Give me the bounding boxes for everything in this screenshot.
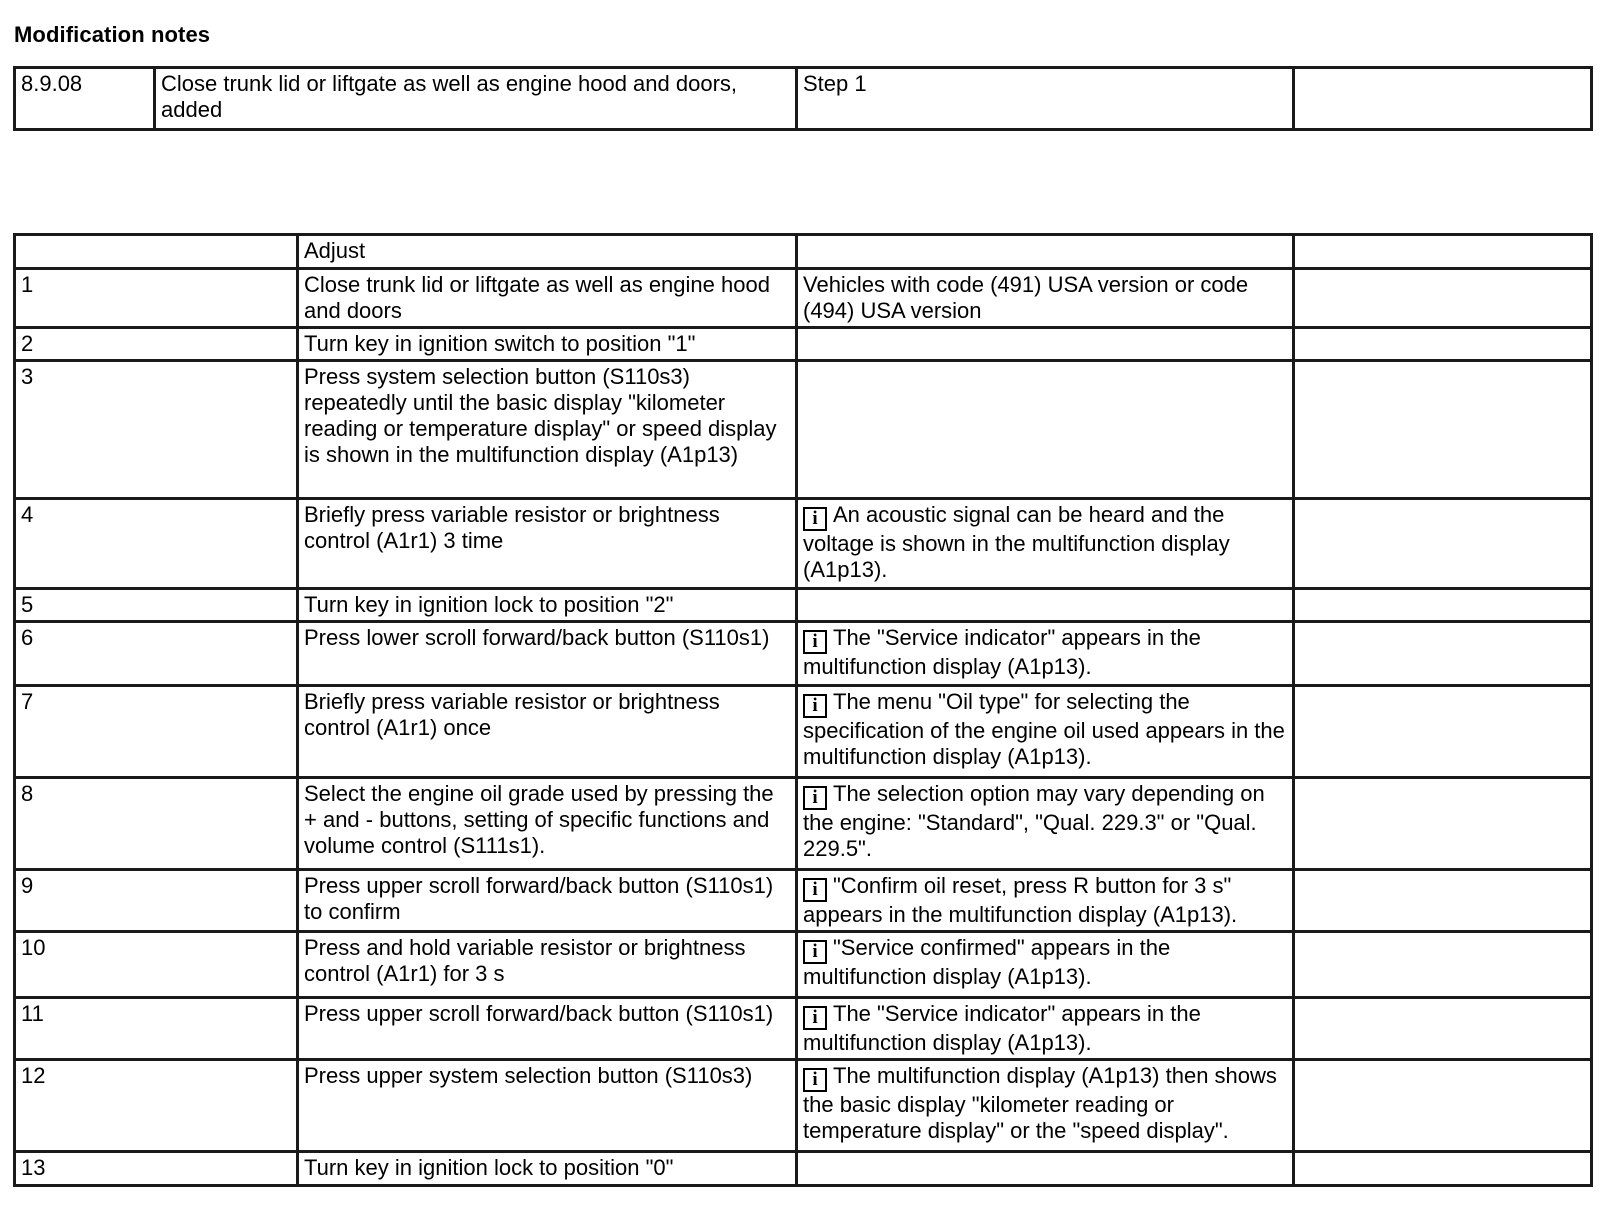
step-extra: [1294, 269, 1592, 328]
step-note-text: The selection option may vary depending on the engine: "Standard", "Qual. 229.3" or "Qual. 229.5".: [803, 781, 1265, 861]
info-icon: i: [803, 507, 827, 531]
step-note-text: Vehicles with code (491) USA version or code (494) USA version: [803, 272, 1249, 323]
step-action: Press lower scroll forward/back button (S110s1): [298, 622, 797, 686]
procedure-header-row: [15, 235, 1592, 269]
step-note: [797, 269, 1294, 328]
info-icon: i: [803, 694, 827, 718]
step-note-text: The "Service indicator" appears in the multifunction display (A1p13).: [803, 625, 1201, 679]
table-row: [15, 589, 1592, 622]
step-note-text: "Service confirmed" appears in the multifunction display (A1p13).: [803, 935, 1171, 989]
step-action: Briefly press variable resistor or brightness control (A1r1) 3 time: [298, 499, 797, 589]
step-number: 12: [15, 1060, 298, 1152]
step-action: Press upper scroll forward/back button (S110s1) to confirm: [298, 870, 797, 932]
step-action: Turn key in ignition lock to position "2": [298, 589, 797, 622]
step-action: Press upper scroll forward/back button (S110s1): [298, 998, 797, 1060]
step-note-text: The "Service indicator" appears in the multifunction display (A1p13).: [803, 1001, 1201, 1055]
info-icon: i: [803, 940, 827, 964]
step-number: 1: [15, 269, 298, 328]
step-extra: [1294, 499, 1592, 589]
table-row: [15, 1152, 1592, 1186]
modification-notes-table: [13, 66, 1593, 131]
modification-reference: Step 1: [797, 68, 1294, 130]
header-adjust: Adjust: [298, 235, 797, 269]
modification-description: Close trunk lid or liftgate as well as engine hood and doors, added: [155, 68, 797, 130]
step-note: [797, 361, 1294, 499]
step-note: [797, 328, 1294, 361]
step-action: Select the engine oil grade used by pressing the + and - buttons, setting of specific functions and volume control (S111s1).: [298, 778, 797, 870]
step-note: [797, 589, 1294, 622]
modification-row: [15, 68, 1592, 130]
step-number: 5: [15, 589, 298, 622]
table-row: [15, 361, 1592, 499]
table-row: [15, 622, 1592, 686]
modification-extra: [1294, 68, 1592, 130]
info-icon: i: [803, 1068, 827, 1092]
step-note: [797, 1060, 1294, 1152]
step-action: Press upper system selection button (S110s3): [298, 1060, 797, 1152]
step-number: 11: [15, 998, 298, 1060]
step-extra: [1294, 361, 1592, 499]
header-note-cell: [797, 235, 1294, 269]
table-row: [15, 1060, 1592, 1152]
step-extra: [1294, 870, 1592, 932]
header-step-cell: [15, 235, 298, 269]
step-number: 7: [15, 686, 298, 778]
step-note: [797, 1152, 1294, 1186]
table-row: [15, 328, 1592, 361]
step-note: [797, 870, 1294, 932]
step-note: [797, 778, 1294, 870]
info-icon: i: [803, 1006, 827, 1030]
table-row: [15, 269, 1592, 328]
step-note: [797, 622, 1294, 686]
step-number: 4: [15, 499, 298, 589]
info-icon: i: [803, 786, 827, 810]
step-note: [797, 499, 1294, 589]
step-note: [797, 932, 1294, 998]
step-note-text: An acoustic signal can be heard and the voltage is shown in the multifunction display (A1p13).: [803, 502, 1230, 582]
step-note: [797, 686, 1294, 778]
step-number: 13: [15, 1152, 298, 1186]
step-action: Briefly press variable resistor or brightness control (A1r1) once: [298, 686, 797, 778]
table-row: [15, 998, 1592, 1060]
step-number: 3: [15, 361, 298, 499]
modification-date: 8.9.08: [15, 68, 155, 130]
step-extra: [1294, 998, 1592, 1060]
table-row: [15, 499, 1592, 589]
page-title: Modification notes: [14, 22, 211, 47]
table-row: [15, 778, 1592, 870]
step-number: 8: [15, 778, 298, 870]
step-extra: [1294, 778, 1592, 870]
step-number: 6: [15, 622, 298, 686]
info-icon: i: [803, 630, 827, 654]
step-note-text: "Confirm oil reset, press R button for 3 s" appears in the multifunction display (A1p13).: [803, 873, 1238, 927]
procedure-table: [13, 233, 1593, 1187]
step-action: Press and hold variable resistor or brightness control (A1r1) for 3 s: [298, 932, 797, 998]
step-extra: [1294, 328, 1592, 361]
table-row: [15, 686, 1592, 778]
step-number: 9: [15, 870, 298, 932]
step-note: [797, 998, 1294, 1060]
step-number: 2: [15, 328, 298, 361]
step-action: Press system selection button (S110s3) repeatedly until the basic display "kilometer reading or temperature display" or speed display is shown in the multifunction display (A1p13): [298, 361, 797, 499]
info-icon: i: [803, 878, 827, 902]
step-extra: [1294, 932, 1592, 998]
table-row: [15, 870, 1592, 932]
step-extra: [1294, 1060, 1592, 1152]
step-extra: [1294, 1152, 1592, 1186]
step-extra: [1294, 686, 1592, 778]
step-note-text: The menu "Oil type" for selecting the specification of the engine oil used appears in the multifunction display (A1p13).: [803, 689, 1285, 769]
step-action: Turn key in ignition lock to position "0": [298, 1152, 797, 1186]
step-extra: [1294, 589, 1592, 622]
step-note-text: The multifunction display (A1p13) then shows the basic display "kilometer reading or temperature display" or the "speed display".: [803, 1063, 1277, 1143]
step-action: Turn key in ignition switch to position "1": [298, 328, 797, 361]
header-extra-cell: [1294, 235, 1592, 269]
table-row: [15, 932, 1592, 998]
step-number: 10: [15, 932, 298, 998]
step-extra: [1294, 622, 1592, 686]
step-action: Close trunk lid or liftgate as well as engine hood and doors: [298, 269, 797, 328]
